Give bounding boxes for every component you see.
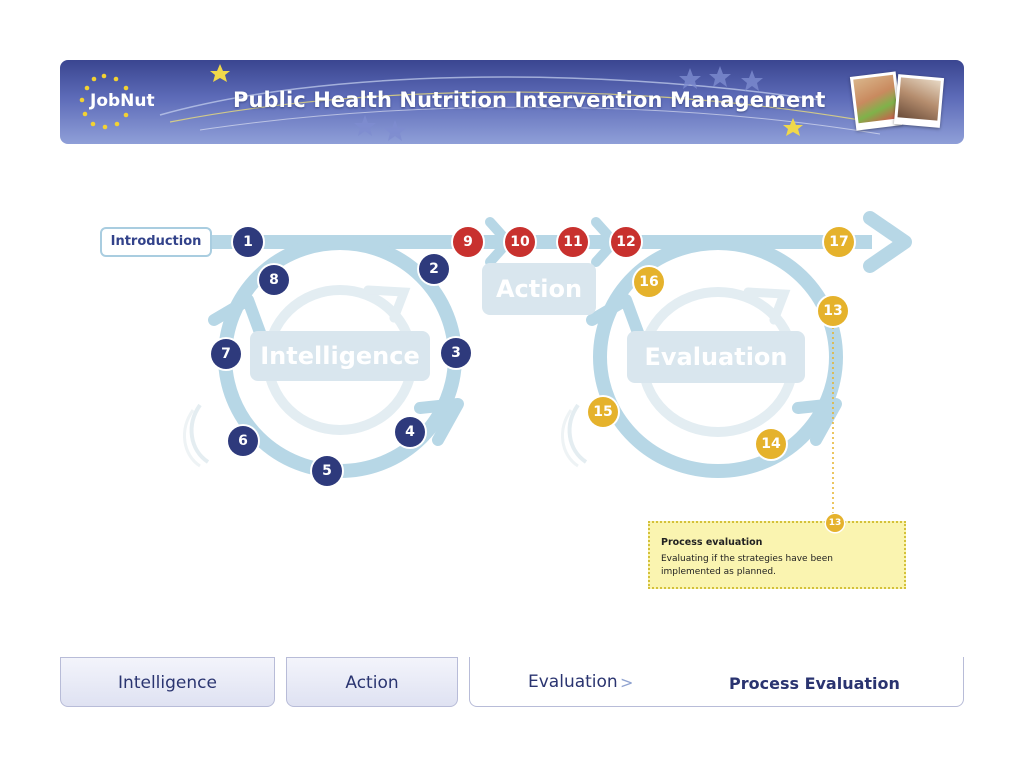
current-section-title: Process Evaluation	[729, 674, 900, 693]
step-4[interactable]: 4	[395, 417, 425, 447]
process-evaluation-info	[648, 521, 906, 589]
step-9[interactable]: 9	[453, 227, 483, 257]
tab-intelligence[interactable]: Intelligence	[60, 657, 275, 707]
breadcrumb-separator: >	[620, 673, 634, 692]
phase-label-intelligence[interactable]: Intelligence	[250, 331, 430, 381]
flow-end-arrow	[870, 218, 905, 266]
introduction-button[interactable]: Introduction	[100, 227, 212, 257]
step-7[interactable]: 7	[211, 339, 241, 369]
info-title: Process evaluation	[661, 537, 763, 548]
banner-title: Public Health Nutrition Intervention Management	[233, 88, 826, 112]
step-12[interactable]: 12	[611, 227, 641, 257]
step-15[interactable]: 15	[588, 397, 618, 427]
info-text: Evaluating if the strategies have been implemented as planned.	[661, 554, 833, 577]
step-8[interactable]: 8	[259, 265, 289, 295]
step-11[interactable]: 11	[558, 227, 588, 257]
step-14[interactable]: 14	[756, 429, 786, 459]
step-1[interactable]: 1	[233, 227, 263, 257]
step-3[interactable]: 3	[441, 338, 471, 368]
logo-text: JobNut	[90, 91, 155, 111]
step-13[interactable]: 13	[818, 296, 848, 326]
step-6[interactable]: 6	[228, 426, 258, 456]
phase-label-action[interactable]: Action	[482, 263, 596, 315]
info-step-badge: 13	[826, 514, 844, 532]
step-17[interactable]: 17	[824, 227, 854, 257]
step-5[interactable]: 5	[312, 456, 342, 486]
phase-label-evaluation[interactable]: Evaluation	[627, 331, 805, 383]
tab-action[interactable]: Action	[286, 657, 458, 707]
tab-evaluation[interactable]: Evaluation	[528, 672, 618, 692]
step-2[interactable]: 2	[419, 254, 449, 284]
tab-evaluation-active	[469, 657, 964, 707]
step-16[interactable]: 16	[634, 267, 664, 297]
step-10[interactable]: 10	[505, 227, 535, 257]
